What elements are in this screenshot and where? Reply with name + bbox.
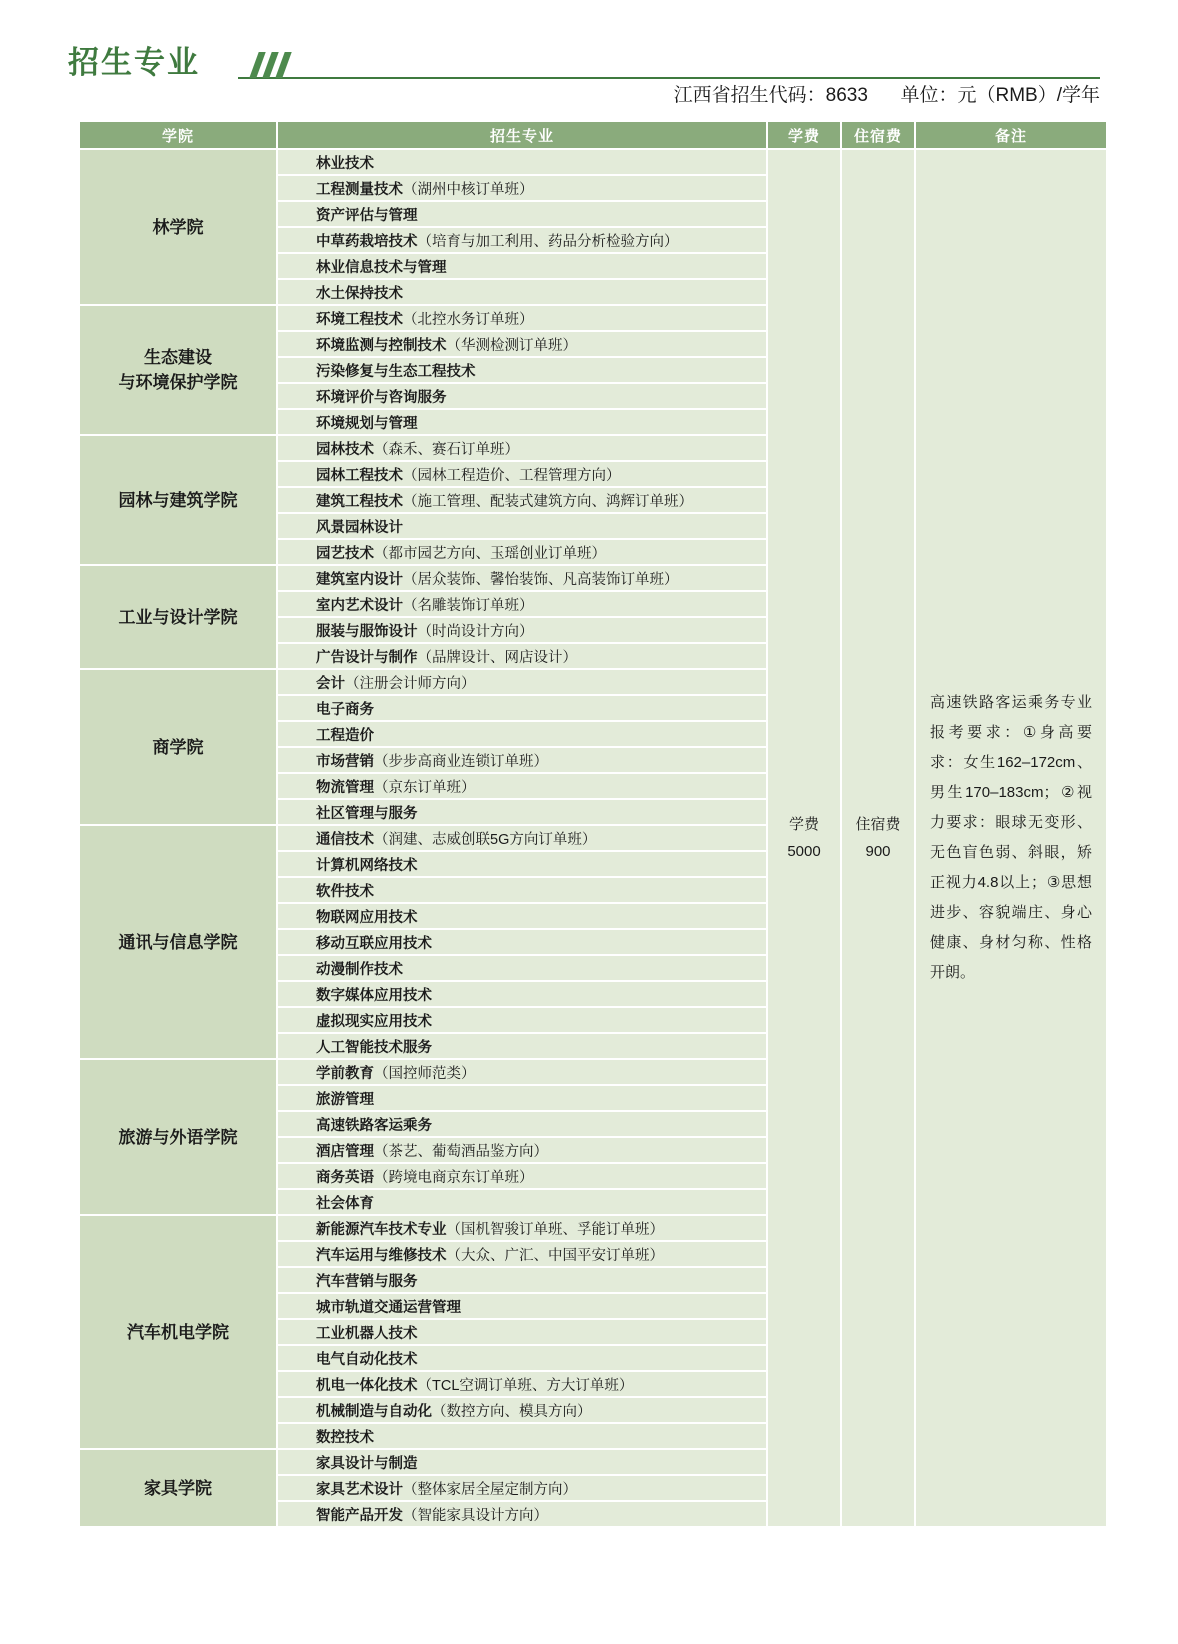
page-header bbox=[68, 44, 1100, 106]
major-name: 汽车营销与服务 bbox=[316, 1273, 418, 1290]
major-cell bbox=[278, 514, 766, 538]
major-cell bbox=[278, 774, 766, 798]
major-cell bbox=[278, 228, 766, 252]
major-note: （大众、广汇、中国平安订单班） bbox=[446, 1247, 664, 1264]
major-name: 电气自动化技术 bbox=[316, 1351, 418, 1368]
unit-label: 单位：元（RMB）/学年 bbox=[900, 85, 1100, 106]
major-name: 商务英语 bbox=[316, 1169, 374, 1186]
major-name: 旅游管理 bbox=[316, 1091, 374, 1108]
major-name: 市场营销 bbox=[316, 753, 374, 770]
tuition-value: 5000 bbox=[787, 843, 821, 860]
major-cell bbox=[278, 1112, 766, 1136]
major-name: 广告设计与制作 bbox=[316, 649, 418, 666]
college-cell: 工业与设计学院 bbox=[80, 566, 276, 668]
major-name: 建筑工程技术 bbox=[316, 493, 403, 510]
major-cell bbox=[278, 280, 766, 304]
column-header-college: 学院 bbox=[80, 122, 276, 148]
major-cell bbox=[278, 1034, 766, 1058]
header-meta bbox=[664, 80, 1100, 107]
major-cell bbox=[278, 462, 766, 486]
column-header-remark: 备注 bbox=[916, 122, 1106, 148]
major-name: 城市轨道交通运营管理 bbox=[316, 1299, 461, 1316]
major-name: 园艺技术 bbox=[316, 545, 374, 562]
major-cell bbox=[278, 1372, 766, 1396]
major-cell bbox=[278, 436, 766, 460]
major-note: （注册会计师方向） bbox=[345, 675, 476, 692]
major-name: 虚拟现实应用技术 bbox=[316, 1013, 432, 1030]
major-note: （华测检测订单班） bbox=[446, 337, 577, 354]
major-name: 环境监测与控制技术 bbox=[316, 337, 447, 354]
major-cell bbox=[278, 1216, 766, 1240]
major-cell bbox=[278, 1424, 766, 1448]
major-note: （园林工程造价、工程管理方向） bbox=[403, 467, 621, 484]
slash-decoration-icon bbox=[254, 52, 310, 78]
major-name: 林业技术 bbox=[316, 155, 374, 172]
major-name: 室内艺术设计 bbox=[316, 597, 403, 614]
major-name: 数字媒体应用技术 bbox=[316, 987, 432, 1004]
major-cell bbox=[278, 1242, 766, 1266]
table-body bbox=[80, 150, 1106, 1526]
major-name: 建筑室内设计 bbox=[316, 571, 403, 588]
major-cell bbox=[278, 904, 766, 928]
major-note: （国机智骏订单班、孚能订单班） bbox=[446, 1221, 664, 1238]
major-note: （湖州中核订单班） bbox=[403, 181, 534, 198]
major-cell bbox=[278, 748, 766, 772]
page-title: 招生专业 bbox=[68, 45, 200, 80]
major-note: （森禾、赛石订单班） bbox=[374, 441, 519, 458]
major-name: 资产评估与管理 bbox=[316, 207, 418, 224]
major-name: 计算机网络技术 bbox=[316, 857, 418, 874]
major-cell bbox=[278, 1008, 766, 1032]
major-cell bbox=[278, 722, 766, 746]
major-note: （润建、志威创联5G方向订单班） bbox=[374, 831, 597, 848]
major-cell bbox=[278, 1502, 766, 1526]
major-cell bbox=[278, 150, 766, 174]
major-name: 物联网应用技术 bbox=[316, 909, 418, 926]
major-cell bbox=[278, 1320, 766, 1344]
college-cell: 商学院 bbox=[80, 670, 276, 824]
major-note: （品牌设计、网店设计） bbox=[417, 649, 577, 666]
major-name: 风景园林设计 bbox=[316, 519, 403, 536]
major-name: 酒店管理 bbox=[316, 1143, 374, 1160]
major-cell bbox=[278, 930, 766, 954]
major-cell bbox=[278, 1190, 766, 1214]
college-cell: 生态建设 与环境保护学院 bbox=[80, 306, 276, 434]
college-cell: 家具学院 bbox=[80, 1450, 276, 1526]
major-name: 社会体育 bbox=[316, 1195, 374, 1212]
major-cell bbox=[278, 1138, 766, 1162]
major-name: 园林工程技术 bbox=[316, 467, 403, 484]
major-note: （培育与加工利用、药品分析检验方向） bbox=[417, 233, 679, 250]
major-name: 工程测量技术 bbox=[316, 181, 403, 198]
major-note: （智能家具设计方向） bbox=[403, 1507, 548, 1524]
major-cell bbox=[278, 644, 766, 668]
major-cell bbox=[278, 878, 766, 902]
tuition-cell bbox=[768, 150, 840, 1526]
major-name: 电子商务 bbox=[316, 701, 374, 718]
major-name: 林业信息技术与管理 bbox=[316, 259, 447, 276]
major-name: 汽车运用与维修技术 bbox=[316, 1247, 447, 1264]
dorm-fee-label: 住宿费 bbox=[855, 816, 901, 833]
major-cell bbox=[278, 1294, 766, 1318]
college-cell: 旅游与外语学院 bbox=[80, 1060, 276, 1214]
major-cell bbox=[278, 1450, 766, 1474]
major-name: 环境规划与管理 bbox=[316, 415, 418, 432]
major-name: 工程造价 bbox=[316, 727, 374, 744]
dorm-fee-cell bbox=[842, 150, 914, 1526]
major-name: 污染修复与生态工程技术 bbox=[316, 363, 476, 380]
college-cell: 园林与建筑学院 bbox=[80, 436, 276, 564]
major-note: （数控方向、模具方向） bbox=[432, 1403, 592, 1420]
major-note: （京东订单班） bbox=[374, 779, 476, 796]
major-cell bbox=[278, 1060, 766, 1084]
major-cell bbox=[278, 826, 766, 850]
major-note: （跨境电商京东订单班） bbox=[374, 1169, 534, 1186]
major-cell bbox=[278, 1398, 766, 1422]
major-name: 数控技术 bbox=[316, 1429, 374, 1446]
major-name: 机械制造与自动化 bbox=[316, 1403, 432, 1420]
major-cell bbox=[278, 488, 766, 512]
college-cell: 林学院 bbox=[80, 150, 276, 304]
page bbox=[0, 44, 1178, 1644]
major-name: 新能源汽车技术专业 bbox=[316, 1221, 447, 1238]
major-cell bbox=[278, 592, 766, 616]
major-cell bbox=[278, 800, 766, 824]
major-name: 人工智能技术服务 bbox=[316, 1039, 432, 1056]
major-name: 机电一体化技术 bbox=[316, 1377, 418, 1394]
major-cell bbox=[278, 176, 766, 200]
major-name: 学前教育 bbox=[316, 1065, 374, 1082]
major-note: （步步高商业连锁订单班） bbox=[374, 753, 548, 770]
major-cell bbox=[278, 670, 766, 694]
major-name: 移动互联应用技术 bbox=[316, 935, 432, 952]
major-name: 社区管理与服务 bbox=[316, 805, 418, 822]
column-header-major: 招生专业 bbox=[278, 122, 766, 148]
major-name: 家具艺术设计 bbox=[316, 1481, 403, 1498]
major-name: 会计 bbox=[316, 675, 345, 692]
tuition-label: 学费 bbox=[788, 816, 819, 833]
major-cell bbox=[278, 384, 766, 408]
major-cell bbox=[278, 1086, 766, 1110]
college-cell: 通讯与信息学院 bbox=[80, 826, 276, 1058]
major-cell bbox=[278, 852, 766, 876]
major-name: 园林技术 bbox=[316, 441, 374, 458]
major-note: （施工管理、配装式建筑方向、鸿辉订单班） bbox=[403, 493, 693, 510]
table-row bbox=[80, 150, 1106, 174]
remark-cell: 高速铁路客运乘务专业报考要求：①身高要求：女生162–172cm、男生170–183cm；②视力要求：眼球无变形、无色盲色弱、斜眼，矫正视力4.8以上；③思想进步、容貌端庄、身心健康、身材匀称、性格开朗。 bbox=[916, 150, 1106, 1526]
major-name: 环境工程技术 bbox=[316, 311, 403, 328]
major-name: 动漫制作技术 bbox=[316, 961, 403, 978]
major-cell bbox=[278, 1346, 766, 1370]
college-cell: 汽车机电学院 bbox=[80, 1216, 276, 1448]
table-header-row bbox=[80, 122, 1106, 148]
header-divider bbox=[238, 77, 1100, 79]
majors-table bbox=[78, 120, 1108, 1528]
major-name: 通信技术 bbox=[316, 831, 374, 848]
major-cell bbox=[278, 358, 766, 382]
major-cell bbox=[278, 1268, 766, 1292]
major-name: 高速铁路客运乘务 bbox=[316, 1117, 432, 1134]
dorm-fee-value: 900 bbox=[865, 843, 891, 860]
major-cell bbox=[278, 202, 766, 226]
major-cell bbox=[278, 982, 766, 1006]
major-note: （北控水务订单班） bbox=[403, 311, 534, 328]
major-cell bbox=[278, 566, 766, 590]
column-header-tuition: 学费 bbox=[768, 122, 840, 148]
major-note: （国控师范类） bbox=[374, 1065, 476, 1082]
major-cell bbox=[278, 410, 766, 434]
major-name: 物流管理 bbox=[316, 779, 374, 796]
major-name: 环境评价与咨询服务 bbox=[316, 389, 447, 406]
major-note: （居众装饰、馨怡装饰、凡高装饰订单班） bbox=[403, 571, 679, 588]
major-note: （时尚设计方向） bbox=[417, 623, 534, 640]
major-name: 水土保持技术 bbox=[316, 285, 403, 302]
column-header-dorm: 住宿费 bbox=[842, 122, 914, 148]
major-name: 工业机器人技术 bbox=[316, 1325, 418, 1342]
major-cell bbox=[278, 956, 766, 980]
major-note: （茶艺、葡萄酒品鉴方向） bbox=[374, 1143, 548, 1160]
major-cell bbox=[278, 618, 766, 642]
major-name: 智能产品开发 bbox=[316, 1507, 403, 1524]
major-cell bbox=[278, 540, 766, 564]
major-cell bbox=[278, 306, 766, 330]
admission-code-label: 江西省招生代码：8633 bbox=[673, 85, 868, 106]
major-cell bbox=[278, 332, 766, 356]
major-note: （整体家居全屋定制方向） bbox=[403, 1481, 577, 1498]
major-note: （都市园艺方向、玉瑶创业订单班） bbox=[374, 545, 606, 562]
major-name: 家具设计与制造 bbox=[316, 1455, 418, 1472]
major-cell bbox=[278, 254, 766, 278]
major-cell bbox=[278, 696, 766, 720]
major-name: 中草药栽培技术 bbox=[316, 233, 418, 250]
majors-table-wrap bbox=[78, 120, 1100, 1528]
major-note: （TCL空调订单班、方大订单班） bbox=[417, 1377, 634, 1394]
major-cell bbox=[278, 1164, 766, 1188]
major-name: 软件技术 bbox=[316, 883, 374, 900]
major-name: 服装与服饰设计 bbox=[316, 623, 418, 640]
major-cell bbox=[278, 1476, 766, 1500]
major-note: （名雕装饰订单班） bbox=[403, 597, 534, 614]
